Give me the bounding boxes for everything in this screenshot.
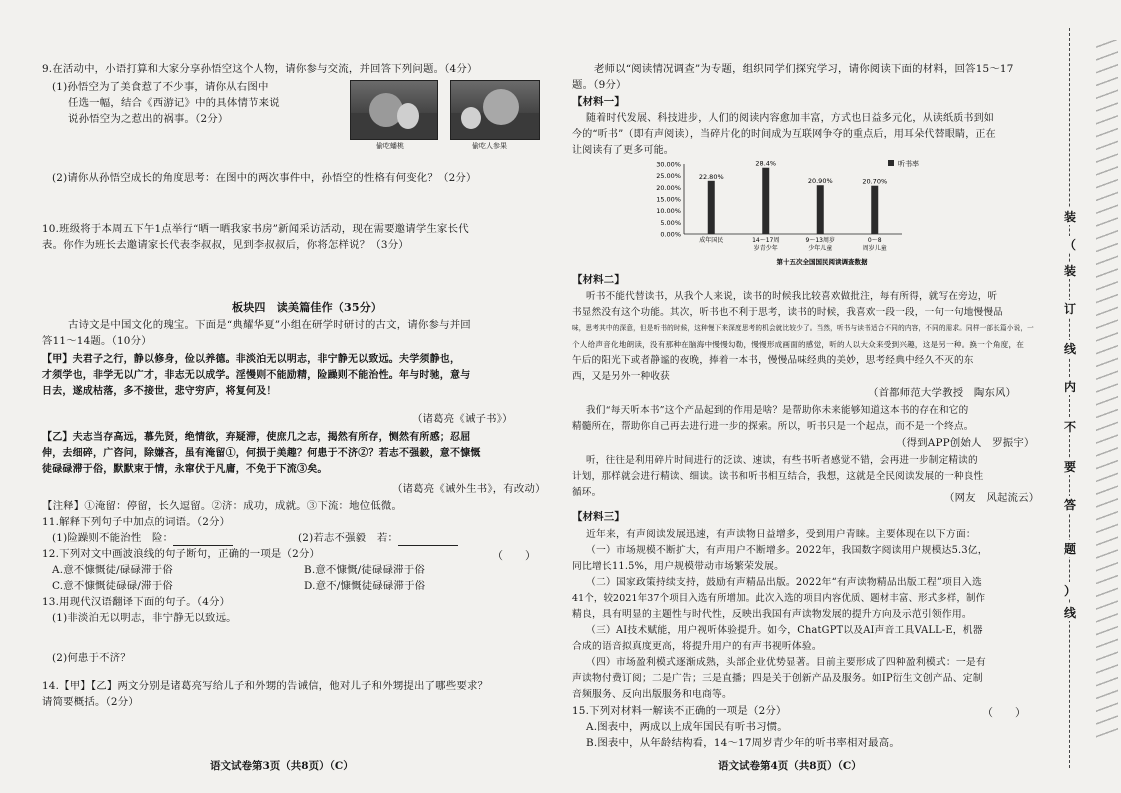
q13-2: (2)何患于不济？ — [52, 652, 131, 664]
chart-bar — [762, 168, 769, 234]
q10-line2: 表。你作为班长去邀请家长代表李叔叔，见到李叔叔后，你将怎样说？（3分） — [42, 239, 409, 251]
m3-line3: 同比增长11.5%，用户规模带动市场繁荣发展。 — [572, 561, 785, 572]
m3-line4: （二）国家政策持续支持，鼓励有声精品出版。2022年“有声读物精品出版工程”项目入选 — [586, 577, 983, 588]
x-tick-label: 周岁儿童 — [862, 245, 887, 252]
q15: 15.下列对材料一解读不正确的一项是（2分） — [572, 705, 787, 717]
section-intro-line1: 古诗文是中国文化的瑰宝。下面是“典耀华夏”小组在研学时研讨的古文，请你参与并回 — [68, 319, 471, 331]
m3-line7: （三）AI技术赋能，用户视听体验提升。如今，ChatGPT以及AI声音工具VALL-E，机器 — [586, 625, 983, 636]
bar-data-label: 22.80% — [698, 172, 724, 181]
jia-line1: 【甲】夫君子之行，静以修身，俭以养德。非淡泊无以明志，非宁静无以致远。夫学须静也， — [42, 354, 461, 365]
right-intro-line2: 题。（9分） — [572, 79, 627, 91]
m3-line1: 近年来，有声阅读发展迅速，有声读物日益增多，受到用户青睐。主要体现在以下方面： — [586, 529, 976, 540]
binding-char: 装 — [1052, 262, 1088, 279]
m2-line1: 听书不能代替读书，从我个人来说，读书的时候我比较喜欢做批注，每有所得，就写在旁边，听 — [586, 291, 998, 302]
jia-line3: 日去，遂成枯落，多不接世，悲守穷庐，将复何及！ — [42, 386, 277, 397]
yi-line2: 伸，去细碎，广咨问，除嫌吝，虽有淹留①，何损于美趣？何患于不济②？若志不强毅，意不慷慨 — [42, 448, 481, 459]
m2-line5: 午后的阳光下或者静谧的夜晚，捧着一本书，慢慢品味经典的美妙，思考经典中经久不灭的东 — [572, 355, 974, 366]
m3-line2: （一）市场规模不断扩大，有声用户不断增多。2022年，我国数字阅读用户规模达5.3亿， — [586, 545, 988, 556]
binding-char: 题 — [1052, 540, 1088, 557]
binding-char: （ — [1052, 236, 1088, 253]
binding-hatch — [1096, 40, 1118, 740]
y-tick-label: 20.00% — [656, 183, 681, 192]
q11-1-blank[interactable] — [173, 535, 233, 546]
x-tick-label: 0～8 — [867, 237, 882, 244]
q13-1: (1)非淡泊无以明志，非宁静无以致远。 — [52, 612, 237, 624]
m3-line5: 41个，较2021年37个项目入选有所增加。此次入选的项目内容优质、题材丰富、形式多样，制作 — [572, 593, 986, 604]
q11-1 — [52, 531, 233, 546]
y-axis-ticks — [656, 161, 681, 239]
m2-source2: （得到APP创始人 罗振宇） — [896, 437, 1035, 449]
yi-source: （诸葛亮《诫外生书》，有改动） — [392, 483, 546, 495]
m2-source3: （网友 风起流云） — [944, 492, 1040, 504]
x-tick-label: 成年国民 — [699, 237, 724, 244]
yi-line1: 【乙】夫志当存高远，慕先贤，绝情欲，弃疑滞，使庶几之志，揭然有所存，恻然有所感；忍屈 — [42, 432, 471, 443]
binding-char: 线 — [1052, 604, 1088, 621]
x-tick-label: 少年儿童 — [808, 245, 833, 252]
m1-line1: 随着时代发展、科技进步，人们的阅读内容愈加丰富，方式也日益多元化，从读纸质书到如 — [586, 113, 994, 124]
y-tick-label: 5.00% — [660, 218, 681, 227]
chart-bar — [817, 185, 824, 234]
material3-title: 【材料三】 — [572, 511, 625, 523]
x-tick-label: 14～17周 — [752, 237, 780, 244]
y-tick-label: 15.00% — [656, 195, 681, 204]
bar-data-label: 28.4% — [755, 159, 777, 168]
q9-1-line2: 任选一幅，结合《西游记》中的具体情节来说 — [68, 97, 280, 109]
q12-option-d: D.意不/慷慨徒碌碌滞于俗 — [304, 580, 426, 592]
m3-line10: 声读物付费订阅；二是广告；三是直播；四是关于创新产品及服务。如IP衍生文创产品、定制 — [572, 673, 983, 684]
y-tick-label: 30.00% — [656, 160, 681, 169]
m3-line6: 精良，具有明显的主题性与时代性，反映出我国有声读物发展的提升方向及示范引领作用。 — [572, 609, 972, 620]
q11-1-text: (1)险躁则不能治性 险： — [52, 532, 174, 544]
image-peach-caption: 偷吃蟠桃 — [376, 142, 404, 150]
q14-line2: 请简要概括。（2分） — [42, 696, 139, 708]
chart-bar — [871, 186, 878, 234]
m1-line2: 今的“听书”（即有声阅读），当碎片化的时间成为互联网争夺的重点后，用耳朵代替眼睛，正在 — [572, 129, 996, 140]
q13: 13.用现代汉语翻译下面的句子。（4分） — [42, 596, 231, 608]
m2-line2: 书显然没有这个功能。其次，听书也不利于思考，读书的时候，我喜欢一段一段，一句一句地慢慢品 — [572, 307, 1003, 318]
m2-line3: 味，思考其中的深意，但是听书的时候，这种慢下来深度思考的机会就比较少了。当然，听书与读书适合不同的内容，不同的需求。同样一部长篇小说，一 — [572, 324, 1034, 332]
q10-line1: 10.班级将于本周五下午1点举行“晒一晒我家书房”新闻采访活动，现在需要邀请学生家长代 — [42, 223, 469, 235]
chart-bar — [708, 181, 715, 234]
note: 【注释】①淹留：停留，长久逗留。②济：成功，成就。③下流：地位低微。 — [42, 500, 403, 512]
m2c-line1: 听，往往是利用碎片时间进行的泛读、速读，有些书听者感觉不错，会再进一步制定精读的 — [586, 455, 978, 466]
q15-option-a: A.图表中，两成以上成年国民有听书习惯。 — [586, 721, 788, 733]
m2b-line2: 精髓所在，帮助你自己再去进行进一步的探索。所以，听书只是一个起点，而不是一个终点。 — [572, 421, 974, 432]
m1-line3: 让阅读有了更多可能。 — [572, 145, 674, 156]
chart-caption: 第十五次全国国民阅读调查数据 — [776, 258, 868, 266]
binding-char: 要 — [1052, 458, 1088, 475]
image-peach — [350, 80, 438, 140]
q12-option-b: B.意不慷慨/徒碌碌滞于俗 — [304, 564, 425, 576]
m2c-line3: 循环。 — [572, 487, 602, 498]
q12-option-c: C.意不慷慨徒碌碌/滞于俗 — [52, 580, 173, 592]
binding-char: ） — [1052, 582, 1088, 599]
left-footer: 语文试卷第3页（共8页）（C） — [210, 760, 354, 772]
binding-char: 线 — [1052, 340, 1088, 357]
binding-char: 答 — [1052, 496, 1088, 513]
x-tick-label: 9～13周岁 — [805, 237, 835, 244]
q15-option-b: B.图表中，从年龄结构看，14～17周岁青少年的听书率相对最高。 — [586, 737, 900, 749]
bar-data-label: 20.90% — [807, 177, 833, 186]
binding-char: 内 — [1052, 378, 1088, 395]
q11-2-blank[interactable] — [398, 535, 458, 546]
chart-bars — [699, 160, 887, 234]
section-title: 板块四 读美篇佳作（35分） — [232, 301, 383, 314]
binding-char: 装 — [1052, 208, 1088, 225]
q9-2: (2)请你从孙悟空成长的角度思考：在图中的两次事件中，孙悟空的性格有何变化？（2分） — [52, 172, 477, 184]
q11-2 — [298, 531, 458, 546]
image-ginseng — [450, 80, 540, 140]
m2b-line1: 我们“每天听本书”这个产品起到的作用是啥？是帮助你未来能够知道这本书的存在和它的 — [586, 405, 969, 416]
legend-swatch — [888, 160, 894, 166]
yi-line3: 徒碌碌滞于俗，默默束于情，永窜伏于凡庸，不免于下流③矣。 — [42, 464, 328, 475]
x-axis-labels — [699, 236, 887, 252]
right-footer: 语文试卷第4页（共8页）（C） — [718, 760, 862, 772]
q14-line1: 14.【甲】【乙】两文分别是诸葛亮写给儿子和外甥的告诫信，他对儿子和外甥提出了哪些要求？ — [42, 680, 489, 692]
bar-data-label: 20.70% — [862, 177, 888, 186]
right-intro-line1: 老师以“阅读情况调查”为专题，组织同学们探究学习，请你阅读下面的材料，回答15～17 — [594, 63, 1014, 75]
m2-source1: （首都师范大学教授 陶东风） — [868, 387, 1017, 399]
m3-line11: 音频服务、反向出版服务和电商等。 — [572, 689, 732, 700]
q12-answer-paren[interactable]: （ ） — [492, 549, 536, 562]
material1-title: 【材料一】 — [572, 96, 625, 108]
q12-option-a: A.意不慷慨徒/碌碌滞于俗 — [52, 564, 173, 576]
q11-2-text: (2)若志不强毅 若： — [298, 532, 399, 544]
m2-line4: 个人给声音化地朗读，没有那种在脑海中慢慢勾勒，慢慢形成画面的感觉，听的人以大众来受到兴趣，这是另一种。换一个角度，在 — [572, 340, 1025, 349]
q12: 12.下列对文中画波浪线的句子断句，正确的一项是（2分） — [42, 548, 321, 560]
m2-line6: 西，又是另外一种收获 — [572, 371, 670, 382]
material2-title: 【材料二】 — [572, 274, 625, 286]
jia-source: （诸葛亮《诫子书》） — [412, 413, 513, 425]
binding-dashed-line — [1069, 28, 1072, 768]
image-ginseng-caption: 偷吃人参果 — [472, 142, 507, 150]
m3-line8: 合成的语音拟真度更高，将提升用户的有声书视听体验。 — [572, 641, 822, 652]
y-tick-label: 0.00% — [660, 230, 681, 239]
section-intro-line2: 答11～14题。（10分） — [42, 335, 152, 347]
y-tick-label: 25.00% — [656, 172, 681, 181]
jia-line2: 才须学也，非学无以广才，非志无以成学。淫慢则不能励精，险躁则不能治性。年与时驰，意与 — [42, 370, 471, 381]
q9-1-line1: (1)孙悟空为了美食惹了不少事，请你从右图中 — [52, 81, 269, 93]
q9-intro: 9.在活动中，小语打算和大家分享孙悟空这个人物，请你参与交流，并回答下列问题。（4分） — [42, 63, 478, 75]
binding-char: 订 — [1052, 300, 1088, 317]
q15-answer-paren[interactable]: （ ） — [982, 706, 1026, 719]
y-tick-label: 10.00% — [656, 207, 681, 216]
listening-rate-chart — [642, 156, 942, 268]
m3-line9: （四）市场盈利模式逐渐成熟，头部企业优势显著。目前主要形成了四种盈利模式：一是有 — [586, 657, 986, 668]
q11: 11.解释下列句子中加点的词语。（2分） — [42, 516, 231, 528]
m2c-line2: 计划，那样就会进行精读、细读。读书和听书相互结合，我想，这就是全民阅读发展的一种良性 — [572, 471, 984, 482]
q9-1-line3: 说孙悟空为之惹出的祸事。（2分） — [68, 113, 229, 125]
binding-char: 不 — [1052, 418, 1088, 435]
binding-margin — [1050, 0, 1121, 793]
legend-label: 听书率 — [898, 160, 919, 168]
x-tick-label: 岁青少年 — [753, 245, 778, 252]
